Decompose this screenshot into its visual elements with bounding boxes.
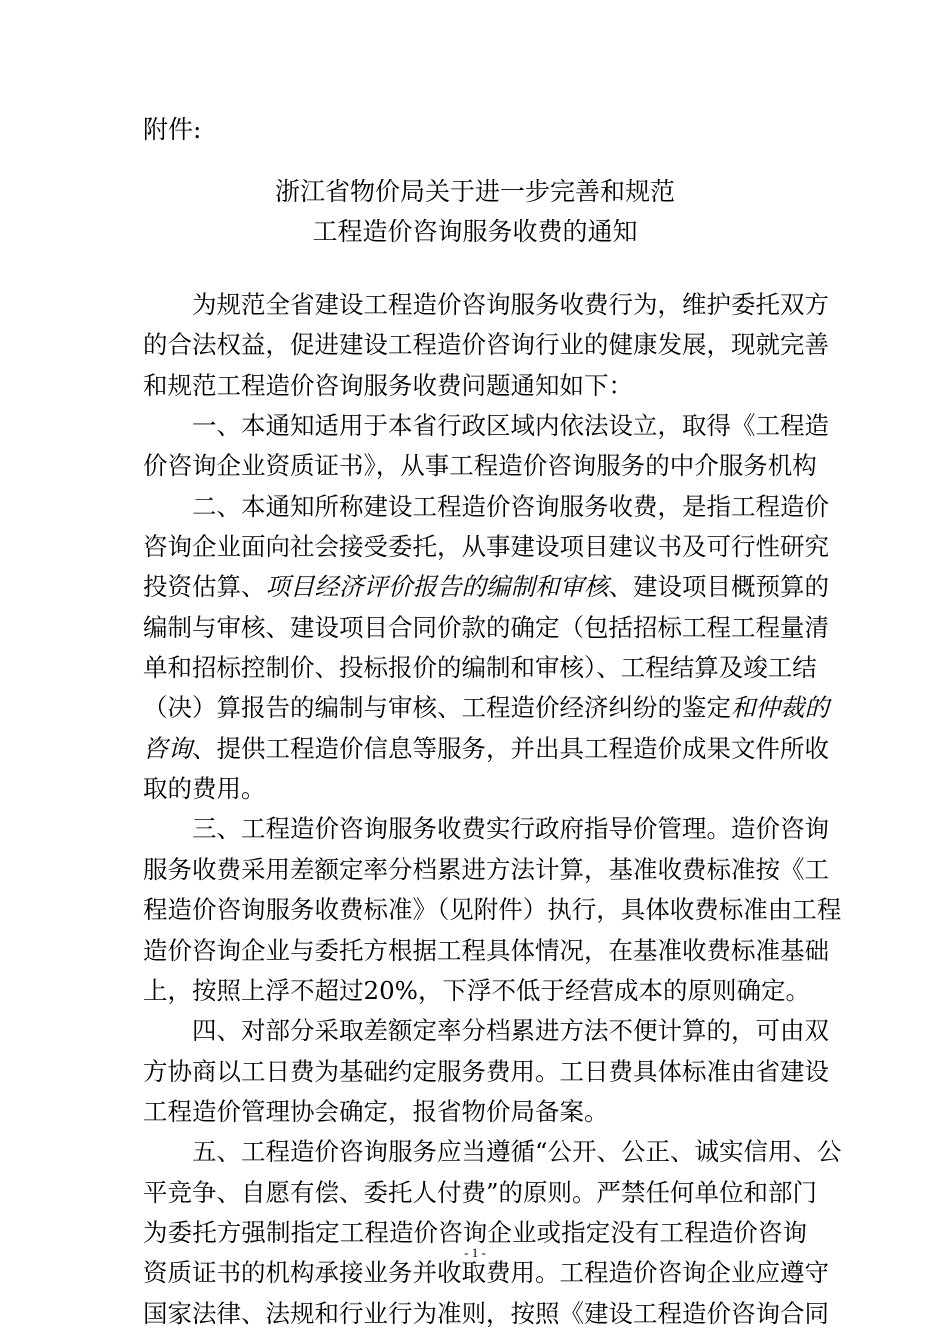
document-title-line-2: 工程造价咨询服务收费的通知 xyxy=(312,217,638,246)
body-line: 一、本通知适用于本省行政区域内依法设立，取得《工程造 xyxy=(192,411,829,441)
body-line: 造价咨询企业与委托方根据工程具体情况，在基准收费标准基础 xyxy=(143,935,829,965)
body-line: 程造价咨询服务收费标准》（见附件）执行，具体收费标准由工程 xyxy=(143,895,842,925)
italic-text-segment: 项目经济评价报告的编制和审核 xyxy=(265,572,609,602)
body-line xyxy=(143,688,829,728)
body-line: 为委托方强制指定工程造价咨询企业或指定没有工程造价咨询 xyxy=(143,1217,807,1247)
body-line: 工程造价管理协会确定，报省物价局备案。 xyxy=(143,1096,609,1126)
body-line: 五、工程造价咨询服务应当遵循“公开、公正、诚实信用、公 xyxy=(192,1137,842,1167)
body-line: 二、本通知所称建设工程造价咨询服务收费，是指工程造价 xyxy=(192,491,829,521)
italic-text-segment: 和仲裁的 xyxy=(731,693,829,723)
body-text-segment: 、建设项目概预算的 xyxy=(608,572,829,602)
body-line: 编制与审核、建设项目合同价款的确定（包括招标工程工程量清 xyxy=(143,612,829,642)
page-number: - 1 - xyxy=(464,1245,486,1260)
body-line xyxy=(143,567,829,607)
body-line: 咨询企业面向社会接受委托，从事建设项目建议书及可行性研究 xyxy=(143,532,829,562)
body-text-segment: 投资估算、 xyxy=(143,572,266,602)
body-line: 取的费用。 xyxy=(143,774,266,804)
body-line xyxy=(143,729,829,769)
body-line: 国家法律、法规和行业行为准则，按照《建设工程造价咨询合同 xyxy=(143,1298,829,1328)
body-text-segment: （决）算报告的编制与审核、工程造价经济纠纷的鉴定 xyxy=(143,693,731,723)
attachment-label: 附件: xyxy=(143,115,202,144)
body-line: 方协商以工日费为基础约定服务费用。工日费具体标准由省建设 xyxy=(143,1056,829,1086)
body-line: 上，按照上浮不超过20%，下浮不低于经营成本的原则确定。 xyxy=(143,975,810,1005)
body-line: 单和招标控制价、投标报价的编制和审核）、工程结算及竣工结 xyxy=(143,653,817,683)
document-title-line-1: 浙江省物价局关于进一步完善和规范 xyxy=(274,177,675,206)
body-line: 资质证书的机构承接业务并收取费用。工程造价咨询企业应遵守 xyxy=(143,1258,829,1288)
body-line: 为规范全省建设工程造价咨询服务收费行为，维护委托双方 xyxy=(192,290,829,319)
body-line: 的合法权益，促进建设工程造价咨询行业的健康发展，现就完善 xyxy=(143,330,829,360)
body-line: 和规范工程造价咨询服务收费问题通知如下： xyxy=(143,370,633,400)
body-text-segment: 、提供工程造价信息等服务，并出具工程造价成果文件所收 xyxy=(192,733,829,763)
document-body xyxy=(143,285,842,1334)
body-line: 价咨询企业资质证书》，从事工程造价咨询服务的中介服务机构 xyxy=(143,451,817,481)
body-line: 三、工程造价咨询服务收费实行政府指导价管理。造价咨询 xyxy=(192,814,829,844)
body-line: 四、对部分采取差额定率分档累进方法不便计算的，可由双 xyxy=(192,1016,829,1046)
body-line: 平竞争、自愿有偿、委托人付费”的原则。严禁任何单位和部门 xyxy=(143,1177,818,1207)
body-line: 服务收费采用差额定率分档累进方法计算，基准收费标准按《工 xyxy=(143,854,829,884)
italic-text-segment: 咨询 xyxy=(143,733,192,763)
